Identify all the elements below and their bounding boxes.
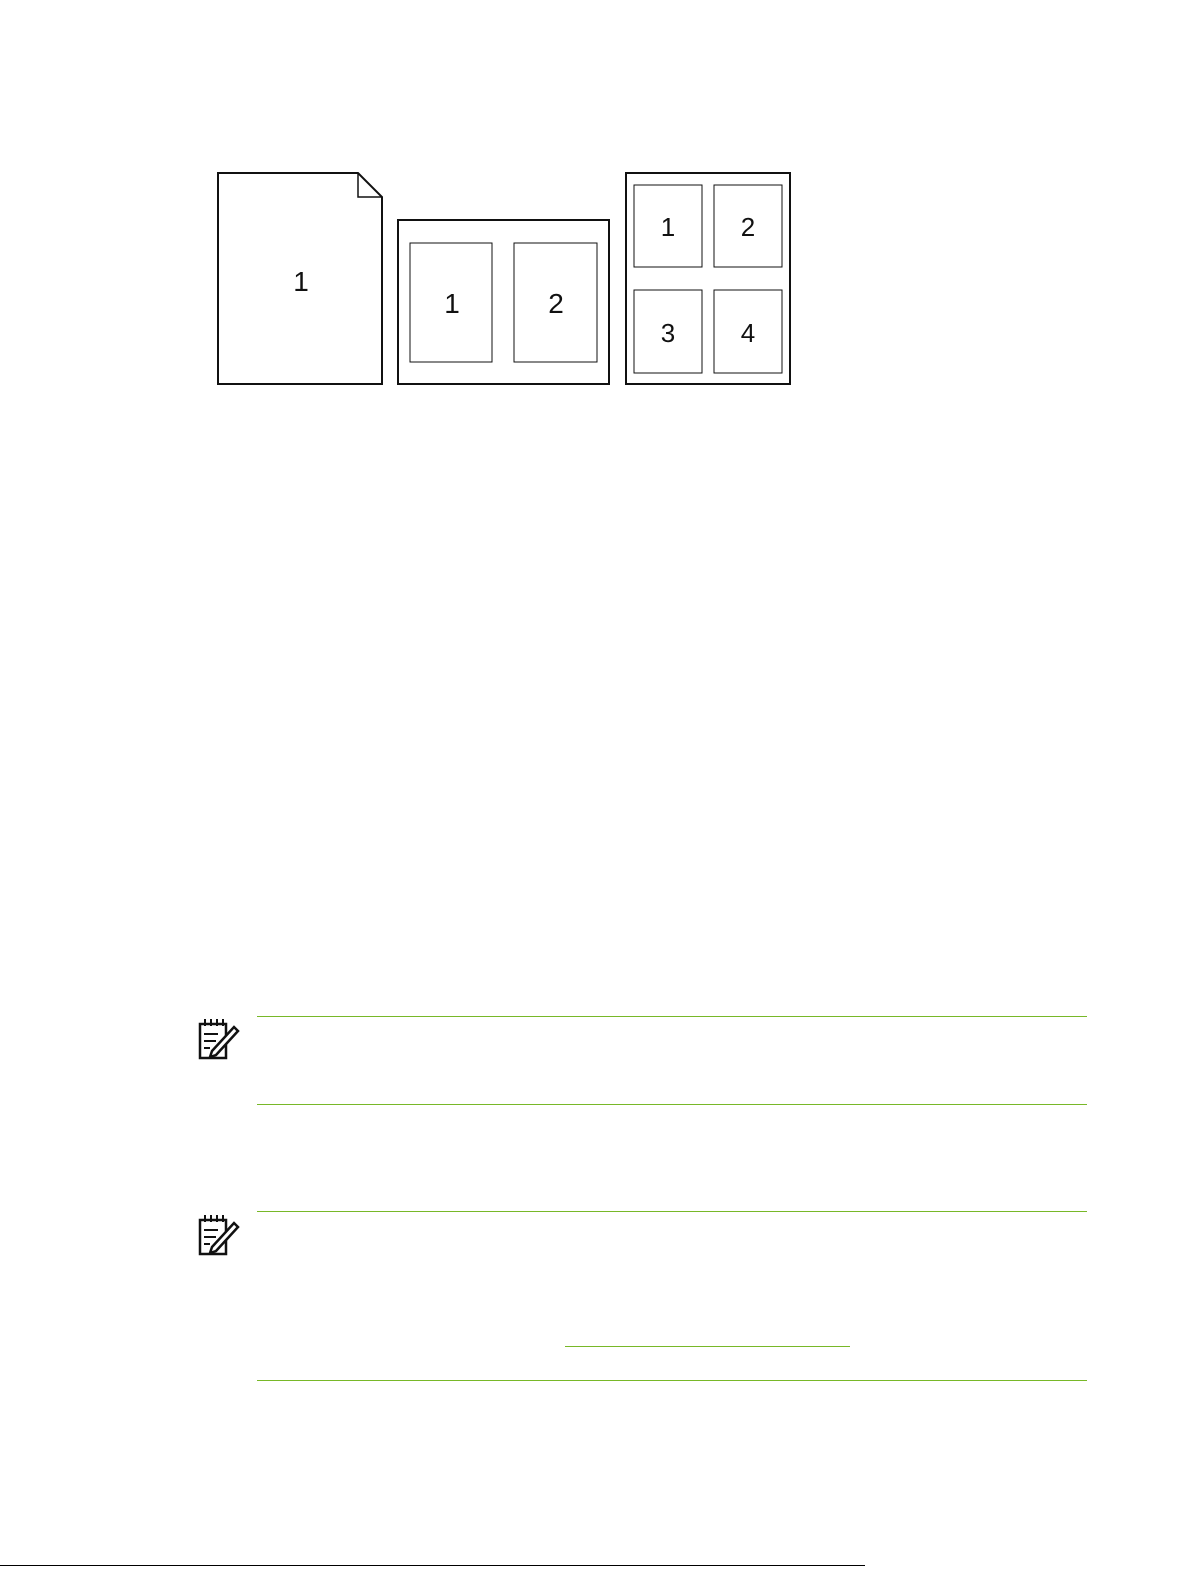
four-up-page-2: 2	[740, 212, 756, 242]
single-page-sheet	[218, 173, 382, 384]
note-2-top-rule	[257, 1211, 1087, 1212]
single-page-number: 1	[293, 266, 309, 297]
footer-rule	[0, 1565, 865, 1566]
note-pencil-icon	[196, 1018, 240, 1062]
pages-per-sheet-illustration	[0, 0, 1191, 420]
four-up-page-4: 4	[740, 318, 756, 348]
four-up-sheet	[626, 173, 790, 384]
cross-reference-link[interactable]	[565, 1346, 850, 1347]
four-up-page-1: 1	[660, 212, 676, 242]
two-up-page-2: 2	[548, 288, 564, 319]
note-1-bottom-rule	[257, 1104, 1087, 1105]
note-1-top-rule	[257, 1016, 1087, 1017]
note-2-bottom-rule	[257, 1380, 1087, 1381]
note-pencil-icon	[196, 1214, 240, 1258]
four-up-page-3: 3	[660, 318, 676, 348]
two-up-page-1: 1	[444, 288, 460, 319]
two-up-sheet	[398, 220, 609, 384]
